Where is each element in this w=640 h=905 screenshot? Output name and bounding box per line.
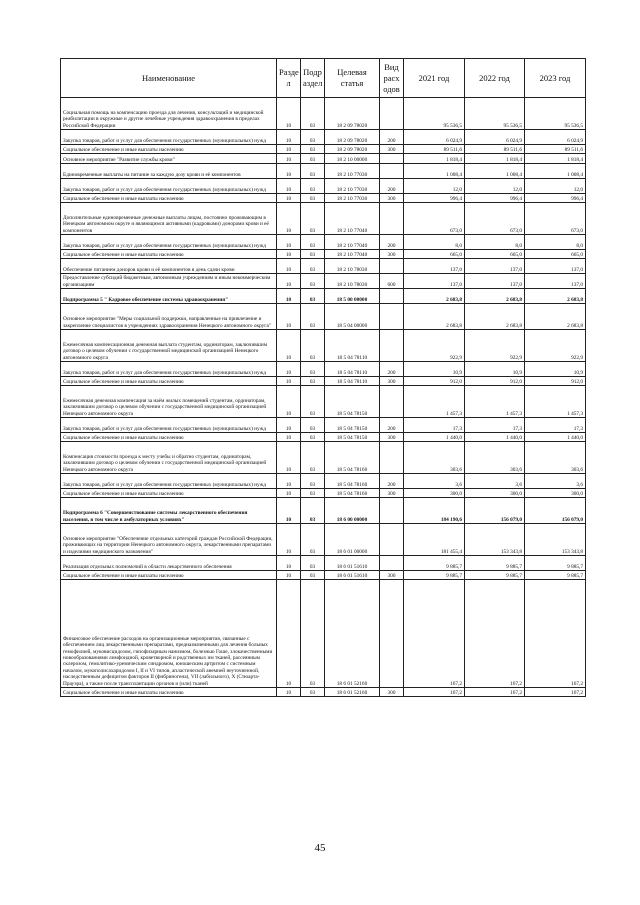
cell-podrazdel: 03 [301,145,325,154]
cell-y2022: 2 683,8 [465,304,525,330]
cell-vid [380,164,404,179]
cell-y2023: 6 024,9 [525,130,586,145]
cell-y2021: 184 190,6 [404,498,465,524]
cell-y2023: 9 885,7 [525,571,586,580]
cell-y2021: 300,0 [404,489,465,498]
cell-y2021: 303,6 [404,442,465,474]
cell-razdel: 10 [277,362,301,377]
cell-y2023: 95 536,5 [525,98,586,130]
table-row [61,474,586,489]
cell-vid [380,556,404,571]
page-number: 45 [314,842,326,854]
table-row [61,442,586,474]
table-row [61,289,586,304]
cell-y2023: 89 511,6 [525,145,586,154]
cell-razdel: 10 [277,556,301,571]
cell-vid: 200 [380,235,404,250]
cell-podrazdel: 03 [301,304,325,330]
cell-y2023: 300,0 [525,489,586,498]
table-row [61,145,586,154]
cell-statya: 18 5 04 78110 [325,330,380,362]
cell-statya: 18 6 01 51610 [325,556,380,571]
cell-y2022: 9 885,7 [465,556,525,571]
cell-y2023: 137,0 [525,259,586,274]
cell-y2021: 167,2 [404,580,465,688]
cell-razdel: 10 [277,489,301,498]
cell-statya: 18 2 10 77030 [325,164,380,179]
cell-razdel: 10 [277,330,301,362]
cell-razdel: 10 [277,154,301,164]
table-row [61,524,586,556]
cell-razdel: 10 [277,250,301,259]
cell-name: Предоставление субсидий бюджетным, автономным учреждениям и иным некоммерческим организациям [61,274,277,289]
cell-y2021: 12,0 [404,179,465,194]
cell-y2023: 8,0 [525,235,586,250]
table-row [61,179,586,194]
cell-vid: 300 [380,145,404,154]
cell-y2023: 1 818,4 [525,154,586,164]
cell-y2023: 2 683,8 [525,304,586,330]
cell-podrazdel: 03 [301,688,325,697]
cell-statya: 18 5 04 78110 [325,362,380,377]
cell-name: Обеспечение питанием доноров крови и её компонентов в день сдачи крови [61,259,277,274]
cell-razdel: 10 [277,474,301,489]
cell-vid [380,98,404,130]
cell-razdel: 10 [277,164,301,179]
cell-statya: 18 6 01 52160 [325,580,380,688]
cell-vid [380,498,404,524]
cell-y2022: 1 440,0 [465,433,525,442]
cell-y2021: 996,4 [404,194,465,203]
cell-y2023: 9 885,7 [525,556,586,571]
cell-y2022: 673,0 [465,203,525,235]
cell-y2022: 912,0 [465,377,525,386]
cell-razdel: 10 [277,130,301,145]
cell-y2021: 8,0 [404,235,465,250]
cell-statya: 18 6 01 52160 [325,688,380,697]
table-row [61,571,586,580]
cell-y2022: 89 511,6 [465,145,525,154]
cell-statya: 18 5 04 78150 [325,386,380,418]
cell-y2021: 673,0 [404,203,465,235]
cell-vid [380,442,404,474]
cell-name: Ежемесячная компенсационная денежная выплата студентам, ординаторам, заключившим договор о целевом обучении с государственной медицинской организацией Ненецкого автономного округа [61,330,277,362]
cell-name: Закупка товаров, работ и услуг для обеспечения государственных (муниципальных) нужд [61,235,277,250]
cell-podrazdel: 03 [301,580,325,688]
cell-name: Основное мероприятие "Обеспечение отдельных категорий граждан Российской Федерации, проживающих на территории Ненецкого автономного округа, лекарственными препаратами и изделиями медицинского назначения" [61,524,277,556]
cell-statya: 18 2 10 77030 [325,194,380,203]
cell-y2022: 3,6 [465,474,525,489]
cell-podrazdel: 03 [301,289,325,304]
cell-podrazdel: 03 [301,98,325,130]
table-row [61,194,586,203]
cell-name: Закупка товаров, работ и услуг для обеспечения государственных (муниципальных) нужд [61,474,277,489]
cell-podrazdel: 03 [301,442,325,474]
cell-podrazdel: 03 [301,203,325,235]
cell-razdel: 10 [277,289,301,304]
cell-razdel: 10 [277,194,301,203]
cell-y2023: 3,6 [525,474,586,489]
cell-razdel: 10 [277,433,301,442]
cell-name: Социальное обеспечение и иные выплаты населению [61,433,277,442]
cell-y2023: 137,0 [525,274,586,289]
cell-statya: 18 2 10 77040 [325,203,380,235]
cell-y2021: 17,3 [404,418,465,433]
cell-podrazdel: 03 [301,571,325,580]
cell-vid [380,330,404,362]
table-row [61,164,586,179]
cell-y2022: 153 343,8 [465,524,525,556]
cell-razdel: 10 [277,98,301,130]
cell-podrazdel: 03 [301,418,325,433]
cell-y2021: 1 818,4 [404,154,465,164]
cell-y2021: 89 511,6 [404,145,465,154]
cell-podrazdel: 03 [301,377,325,386]
table-row [61,203,586,235]
cell-name: Компенсация стоимости проезда к месту учебы и обратно студентам, ординаторам, заключившим договор о целевом обучении с государственной медицинской организацией Ненецкого автономного округа [61,442,277,474]
cell-vid [380,580,404,688]
cell-name: Ежемесячная денежная компенсация за наём жилых помещений студентам, ординаторам, заключившим договор о целевом обучении с государственной медицинской организацией Ненецкого автономного округа [61,386,277,418]
cell-vid: 300 [380,688,404,697]
cell-y2023: 1 008,4 [525,164,586,179]
cell-y2021: 6 024,9 [404,130,465,145]
cell-y2022: 665,0 [465,250,525,259]
cell-razdel: 10 [277,442,301,474]
cell-y2021: 1 457,3 [404,386,465,418]
cell-podrazdel: 03 [301,179,325,194]
cell-y2021: 665,0 [404,250,465,259]
cell-razdel: 10 [277,524,301,556]
col-header-vid: Вид расх одов [380,59,404,98]
cell-statya: 18 5 04 78150 [325,433,380,442]
cell-razdel: 10 [277,179,301,194]
cell-name: Социальное обеспечение и иные выплаты населению [61,571,277,580]
table-row [61,304,586,330]
cell-y2023: 1 457,3 [525,386,586,418]
cell-y2021: 922,9 [404,330,465,362]
table-row [61,259,586,274]
cell-vid [380,259,404,274]
cell-y2023: 673,0 [525,203,586,235]
cell-statya: 18 5 04 78160 [325,474,380,489]
cell-statya: 18 2 09 78020 [325,98,380,130]
table-row [61,250,586,259]
budget-table [60,58,586,697]
table-row [61,274,586,289]
cell-podrazdel: 03 [301,130,325,145]
cell-y2022: 996,4 [465,194,525,203]
cell-name: Подпрограмма 6 "Совершенствование системы лекарственного обеспечения населения, в том числе в амбулаторных условиях" [61,498,277,524]
cell-y2023: 17,3 [525,418,586,433]
cell-vid: 200 [380,130,404,145]
cell-name: Социальное обеспечение и иные выплаты населению [61,688,277,697]
cell-vid: 300 [380,489,404,498]
cell-y2023: 912,0 [525,377,586,386]
col-header-razdel: Разде л [277,59,301,98]
col-header-name: Наименование [61,59,277,98]
cell-name: Социальное обеспечение и иные выплаты населению [61,377,277,386]
cell-name: Социальное обеспечение и иные выплаты населению [61,250,277,259]
cell-name: Финансовое обеспечение расходов на организационные мероприятия, связанные с обеспечением лиц лекарственными препаратами, предназначенными для лечения больных гемофилией, муковисцидозом, гипофизарным нанизмом, болезнью Гоше, злокачественными новообразованиями лимфоидной, кроветворной и родственных им тканей, рассеянным склерозом, гемолитико-уремическим синдромом, юношеским артритом с системным началом, мукополисахаридозом I, II и VI типов, апластической анемией неуточненной, наследственным дефицитом факторов II (фибриногена), VII (лабильного), X (Стюарта-Прауэра), а также после трансплантации органов и (или) тканей [61,580,277,688]
table-row [61,580,586,688]
cell-y2023: 167,2 [525,580,586,688]
cell-podrazdel: 03 [301,498,325,524]
cell-razdel: 10 [277,418,301,433]
cell-podrazdel: 03 [301,194,325,203]
table-row [61,418,586,433]
cell-name: Закупка товаров, работ и услуг для обеспечения государственных (муниципальных) нужд [61,179,277,194]
cell-vid [380,154,404,164]
cell-podrazdel: 03 [301,489,325,498]
cell-statya: 18 5 00 00000 [325,289,380,304]
table-row [61,688,586,697]
cell-y2022: 922,9 [465,330,525,362]
table-row [61,130,586,145]
col-header-2022: 2022 год [465,59,525,98]
cell-name: Реализация отдельных полномочий в области лекарственного обеспечения [61,556,277,571]
cell-razdel: 10 [277,580,301,688]
cell-y2022: 300,0 [465,489,525,498]
cell-vid [380,289,404,304]
table-row [61,377,586,386]
cell-podrazdel: 03 [301,235,325,250]
cell-y2023: 1 440,0 [525,433,586,442]
table-row [61,498,586,524]
table-row [61,556,586,571]
cell-y2022: 1 457,3 [465,386,525,418]
cell-vid: 200 [380,362,404,377]
cell-statya: 18 2 10 77040 [325,235,380,250]
cell-statya: 18 2 09 78020 [325,130,380,145]
col-header-2021: 2021 год [404,59,465,98]
cell-name: Подпрограмма 5 " Кадровое обеспечение системы здравоохранения" [61,289,277,304]
cell-name: Закупка товаров, работ и услуг для обеспечения государственных (муниципальных) нужд [61,418,277,433]
cell-y2023: 665,0 [525,250,586,259]
cell-vid [380,203,404,235]
table-row [61,98,586,130]
cell-podrazdel: 03 [301,556,325,571]
cell-y2023: 167,2 [525,688,586,697]
cell-statya: 18 5 04 78160 [325,442,380,474]
cell-statya: 18 6 00 00000 [325,498,380,524]
cell-vid [380,524,404,556]
cell-razdel: 10 [277,274,301,289]
cell-podrazdel: 03 [301,386,325,418]
cell-y2022: 303,6 [465,442,525,474]
cell-razdel: 10 [277,259,301,274]
cell-y2023: 996,4 [525,194,586,203]
cell-y2022: 1 818,4 [465,154,525,164]
cell-statya: 18 2 10 77040 [325,250,380,259]
table-row [61,386,586,418]
cell-podrazdel: 03 [301,524,325,556]
col-header-podrazdel: Подр аздел [301,59,325,98]
cell-podrazdel: 03 [301,362,325,377]
cell-vid: 600 [380,274,404,289]
cell-statya: 18 5 04 78110 [325,377,380,386]
cell-podrazdel: 03 [301,330,325,362]
cell-razdel: 10 [277,304,301,330]
cell-vid [380,386,404,418]
cell-name: Единовременные выплаты на питание за каждую дозу крови и её компонентов [61,164,277,179]
cell-statya: 18 2 09 78020 [325,145,380,154]
cell-y2021: 2 683,8 [404,304,465,330]
cell-podrazdel: 03 [301,164,325,179]
cell-statya: 18 2 10 78030 [325,259,380,274]
cell-podrazdel: 03 [301,433,325,442]
cell-y2023: 303,6 [525,442,586,474]
table-row [61,362,586,377]
cell-podrazdel: 03 [301,274,325,289]
cell-y2022: 2 683,8 [465,289,525,304]
cell-name: Дополнительные единовременные денежные выплаты лицам, постоянно проживающим в Ненецком автономном округе и являющимся активными (кадровыми) донорами крови и её компонентов [61,203,277,235]
cell-y2021: 3,6 [404,474,465,489]
cell-vid: 300 [380,250,404,259]
cell-y2021: 181 455,4 [404,524,465,556]
cell-y2021: 912,0 [404,377,465,386]
cell-statya: 18 2 10 78030 [325,274,380,289]
cell-razdel: 10 [277,386,301,418]
cell-name: Социальное обеспечение и иные выплаты населению [61,194,277,203]
cell-vid: 300 [380,194,404,203]
table-row [61,154,586,164]
cell-name: Социальное обеспечение и иные выплаты населению [61,145,277,154]
cell-podrazdel: 03 [301,250,325,259]
cell-name: Основное мероприятие "Развитие службы крови" [61,154,277,164]
cell-podrazdel: 03 [301,259,325,274]
cell-y2022: 17,3 [465,418,525,433]
table-row [61,433,586,442]
cell-y2022: 8,0 [465,235,525,250]
header-row [61,59,586,98]
cell-y2022: 156 079,0 [465,498,525,524]
cell-vid: 200 [380,474,404,489]
cell-y2022: 95 536,5 [465,98,525,130]
cell-statya: 18 5 04 78160 [325,489,380,498]
cell-podrazdel: 03 [301,474,325,489]
cell-y2022: 6 024,9 [465,130,525,145]
cell-y2022: 12,0 [465,179,525,194]
cell-name: Социальное обеспечение и иные выплаты населению [61,489,277,498]
cell-statya: 18 6 01 51610 [325,571,380,580]
cell-statya: 18 2 10 77030 [325,179,380,194]
cell-name: Социальная помощь на компенсацию проезда для лечения, консультаций и медицинской реабилитации в окружные и другие лечебные учреждения здравоохранения в пределах Российской Федерации [61,98,277,130]
cell-y2021: 137,0 [404,274,465,289]
cell-y2021: 167,2 [404,688,465,697]
cell-vid: 200 [380,179,404,194]
cell-name: Закупка товаров, работ и услуг для обеспечения государственных (муниципальных) нужд [61,362,277,377]
cell-y2021: 9 885,7 [404,571,465,580]
cell-y2022: 167,2 [465,688,525,697]
cell-statya: 18 5 04 00000 [325,304,380,330]
cell-vid: 300 [380,433,404,442]
cell-razdel: 10 [277,203,301,235]
cell-y2023: 153 343,8 [525,524,586,556]
cell-y2023: 10,9 [525,362,586,377]
cell-podrazdel: 03 [301,154,325,164]
cell-y2022: 1 008,4 [465,164,525,179]
col-header-statya: Целевая статья [325,59,380,98]
table-row [61,489,586,498]
cell-y2021: 10,9 [404,362,465,377]
cell-statya: 18 2 10 00000 [325,154,380,164]
cell-y2022: 10,9 [465,362,525,377]
cell-vid: 200 [380,418,404,433]
cell-statya: 18 5 04 78150 [325,418,380,433]
cell-vid [380,304,404,330]
table-row [61,235,586,250]
cell-y2022: 137,0 [465,259,525,274]
cell-razdel: 10 [277,571,301,580]
cell-y2023: 922,9 [525,330,586,362]
cell-y2021: 2 683,8 [404,289,465,304]
cell-y2021: 1 008,4 [404,164,465,179]
cell-razdel: 10 [277,688,301,697]
cell-vid: 300 [380,377,404,386]
cell-razdel: 10 [277,377,301,386]
cell-razdel: 10 [277,498,301,524]
cell-y2022: 137,0 [465,274,525,289]
cell-y2021: 1 440,0 [404,433,465,442]
cell-y2021: 95 536,5 [404,98,465,130]
cell-y2022: 9 885,7 [465,571,525,580]
table-row [61,330,586,362]
cell-vid: 300 [380,571,404,580]
cell-razdel: 10 [277,235,301,250]
cell-name: Основное мероприятие "Меры социальной поддержки, направленные на привлечение и закрепление специалистов в учреждениях здравоохранения Ненецкого автономного округа" [61,304,277,330]
cell-y2022: 167,2 [465,580,525,688]
col-header-2023: 2023 год [525,59,586,98]
cell-y2023: 156 079,0 [525,498,586,524]
cell-razdel: 10 [277,145,301,154]
cell-y2023: 2 683,8 [525,289,586,304]
cell-name: Закупка товаров, работ и услуг для обеспечения государственных (муниципальных) нужд [61,130,277,145]
cell-y2021: 137,0 [404,259,465,274]
cell-y2021: 9 885,7 [404,556,465,571]
cell-y2023: 12,0 [525,179,586,194]
cell-statya: 18 6 01 00000 [325,524,380,556]
